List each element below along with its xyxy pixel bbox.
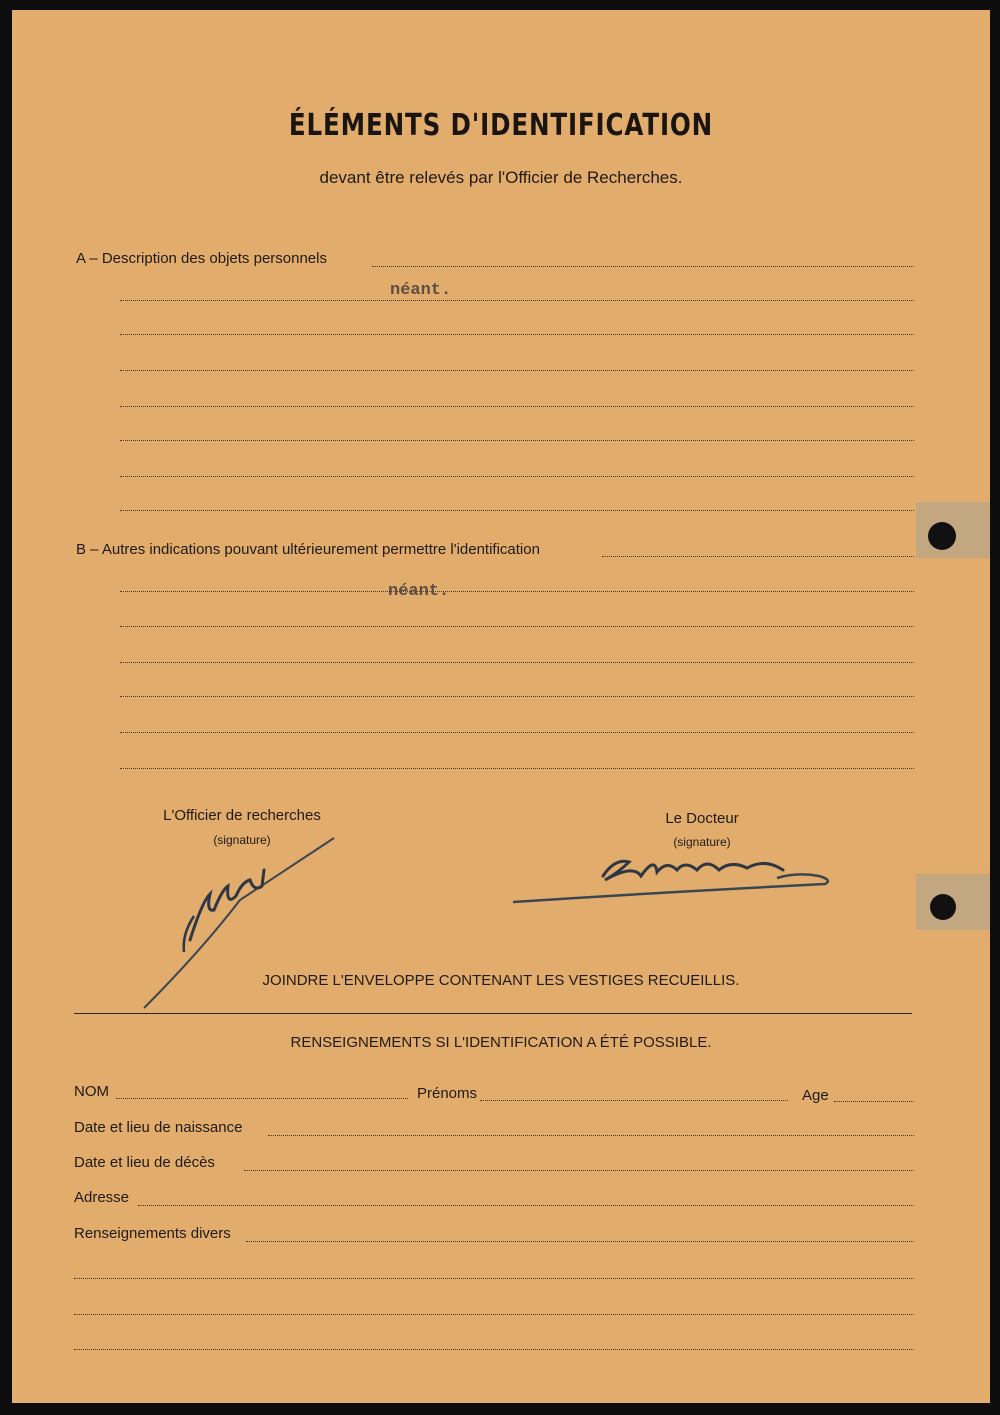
doctor-signature: [507, 848, 837, 910]
officer-label: L'Officier de recherches: [163, 807, 321, 824]
doctor-caption: (signature): [673, 835, 731, 849]
prenoms-field[interactable]: [480, 1100, 788, 1101]
section-b-line-5[interactable]: [120, 696, 914, 697]
deces-field[interactable]: [244, 1170, 914, 1171]
section-a-line-7[interactable]: [120, 476, 914, 477]
officer-caption: (signature): [213, 833, 271, 847]
divers-field-4[interactable]: [74, 1349, 914, 1350]
section-a-label: A – Description des objets personnels: [76, 250, 327, 267]
adresse-field[interactable]: [138, 1205, 914, 1206]
section-a-line-4[interactable]: [120, 370, 914, 371]
divers-field-2[interactable]: [74, 1278, 914, 1279]
nom-label: NOM: [74, 1083, 109, 1100]
form-subtitle: devant être relevés par l'Officier de Recherches.: [319, 168, 683, 187]
divers-field-3[interactable]: [74, 1314, 914, 1315]
punch-hole: [930, 894, 956, 920]
section-a-line-3[interactable]: [120, 334, 914, 335]
section-a-value: néant.: [390, 281, 452, 300]
form-title: ÉLÉMENTS D'IDENTIFICATION: [288, 108, 714, 143]
section-a-line-5[interactable]: [120, 406, 914, 407]
adresse-label: Adresse: [74, 1189, 130, 1206]
deces-label: Date et lieu de décès: [74, 1154, 215, 1171]
naissance-field[interactable]: [268, 1135, 914, 1136]
section-b-line-2[interactable]: [120, 591, 914, 592]
divers-label: Renseignements divers: [74, 1225, 231, 1242]
section-b-line-4[interactable]: [120, 662, 914, 663]
section-a-line-8[interactable]: [120, 510, 914, 511]
section-b-line-1[interactable]: [602, 556, 914, 557]
section-b-value: néant.: [388, 582, 450, 601]
punch-hole: [928, 522, 956, 550]
form-page: [12, 10, 990, 1403]
identification-heading: RENSEIGNEMENTS SI L'IDENTIFICATION A ÉTÉ POSSIBLE.: [290, 1034, 712, 1051]
section-b-line-7[interactable]: [120, 768, 914, 769]
section-divider: [74, 1013, 912, 1014]
doctor-label: Le Docteur: [665, 810, 739, 827]
age-field[interactable]: [834, 1101, 914, 1102]
section-b-label: B – Autres indications pouvant ultérieurement permettre l'identification: [76, 541, 540, 558]
section-a-line-2[interactable]: [120, 300, 914, 301]
section-a-line-6[interactable]: [120, 440, 914, 441]
section-b-line-3[interactable]: [120, 626, 914, 627]
section-a-line-1[interactable]: [372, 266, 914, 267]
naissance-label: Date et lieu de naissance: [74, 1119, 243, 1136]
age-label: Age: [802, 1087, 829, 1104]
divers-field-1[interactable]: [246, 1241, 914, 1242]
section-b-line-6[interactable]: [120, 732, 914, 733]
nom-field[interactable]: [116, 1098, 408, 1099]
prenoms-label: Prénoms: [417, 1085, 478, 1102]
envelope-note: JOINDRE L'ENVELOPPE CONTENANT LES VESTIGES RECUEILLIS.: [262, 972, 740, 989]
